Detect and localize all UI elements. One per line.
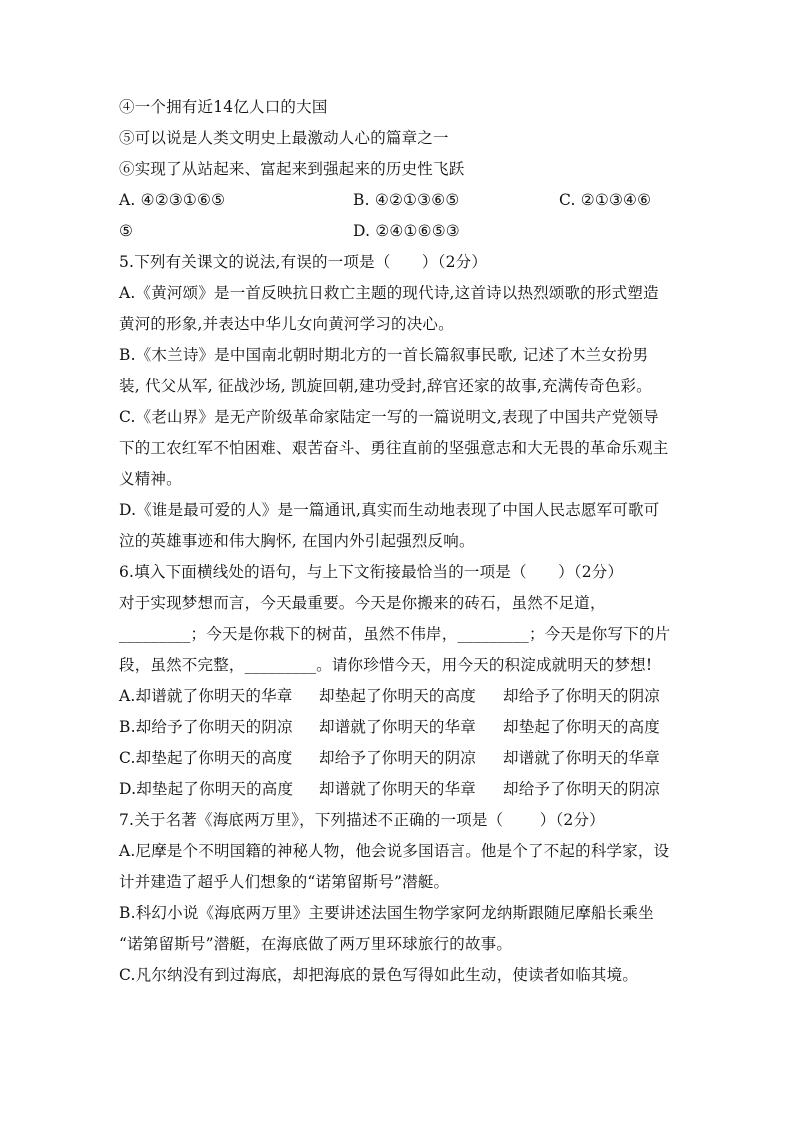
q5-line: D.《谁是最可爱的人》是一篇通讯,真实而生动地表现了中国人民志愿军可歌可 [119,501,660,519]
q7-line: “诺第留斯号”潜艇，在海底做了两万里环球旅行的故事。 [119,935,513,953]
q5-line: 装, 代父从军, 征战沙场, 凯旋回朝,建功受封,辞官还家的故事,充满传奇色彩。 [119,377,652,395]
q7-stem: 7.关于名著《海底两万里》，下列描述不正确的一项是（ ）（2分） [119,811,605,829]
q6-option-b-row [119,712,679,743]
sentence-item-5: ⑤可以说是人类文明史上最激动人心的篇章之一 [119,129,449,147]
q4-option-d: D. ②④①⑥⑤③ [353,222,460,240]
q7-line: C.凡尔纳没有到过海底，却把海底的景色写得如此生动，使读者如临其境。 [119,966,639,984]
q7-line: 计并建造了超乎人们想象的“诺第留斯号”潜艇。 [119,873,450,891]
q6-option-c-part1: C.却垫起了你明天的高度 [119,749,293,767]
q4-option-b: B. ④②①③⑥⑤ [353,191,460,209]
q6-option-a-part1: A.却谱就了你明天的华章 [119,687,293,705]
q4-option-c-continued: ⑤ [119,222,134,240]
q6-option-d-part3: 却给予了你明天的阴凉 [503,780,661,798]
q4-options-row-2 [119,216,679,247]
q6-passage-line: 对于实现梦想而言，今天最重要。今天是你搬来的砖石，虽然不足道， [119,594,606,612]
q5-line: B.《木兰诗》是中国南北朝时期北方的一首长篇叙事民歌, 记述了木兰女扮男 [119,346,649,364]
exam-page [119,92,679,991]
q6-option-a-part2: 却垫起了你明天的高度 [319,687,477,705]
q6-option-a-row [119,681,679,712]
q6-option-a-part3: 却给予了你明天的阴凉 [503,687,661,705]
q5-line: 黄河的形象,并表达中华儿女向黄河学习的决心。 [119,315,454,333]
q6-option-c-row [119,743,679,774]
q6-option-b-part1: B.却给予了你明天的阴凉 [119,718,293,736]
q6-option-d-row [119,774,679,805]
q4-option-a: A. ④②③①⑥⑤ [119,191,226,209]
q7-line: B.科幻小说《海底两万里》主要讲述法国生物学家阿龙纳斯跟随尼摩船长乘坐 [119,904,654,922]
q6-stem: 6.填入下面横线处的语句，与上下文衔接最恰当的一项是（ ）（2分） [119,563,624,581]
q4-option-c: C. ②①③④⑥ [559,191,652,209]
q5-stem: 5.下列有关课文的说法,有误的一项是（ ）（2分） [119,253,488,271]
q5-line: A.《黄河颂》是一首反映抗日救亡主题的现代诗,这首诗以热烈颂歌的形式塑造 [119,284,659,302]
sentence-item-6: ⑥实现了从站起来、富起来到强起来的历史性飞跃 [119,160,465,178]
q6-option-c-part2: 却给予了你明天的阴凉 [319,749,477,767]
q6-option-b-part2: 却谱就了你明天的华章 [319,718,477,736]
q4-options-row-1 [119,185,679,216]
q6-option-d-part1: D.却垫起了你明天的高度 [119,780,294,798]
q5-line: 下的工农红军不怕困难、艰苦奋斗、勇往直前的坚强意志和大无畏的革命乐观主 [119,439,669,457]
q6-option-d-part2: 却谱就了你明天的华章 [319,780,477,798]
q6-option-c-part3: 却谱就了你明天的华章 [503,749,661,767]
q5-line: C.《老山界》是无产阶级革命家陆定一写的一篇说明文,表现了中国共产党领导 [119,408,659,426]
sentence-item-4: ④一个拥有近14亿人口的大国 [119,98,328,116]
q6-option-b-part3: 却垫起了你明天的高度 [503,718,661,736]
q6-passage-line: 段，虽然不完整，_________。请你珍惜今天，用今天的积淀成就明天的梦想! [119,656,653,674]
q5-line: 义精神。 [119,470,182,488]
q5-line: 泣的英雄事迹和伟大胸怀, 在国内外引起强烈反响。 [119,532,475,550]
q6-passage-line: _________；今天是你栽下的树苗，虽然不伟岸，_________；今天是你写下的片 [119,625,671,643]
q7-line: A.尼摩是个不明国籍的神秘人物，他会说多国语言。他是个了不起的科学家，设 [119,842,670,860]
